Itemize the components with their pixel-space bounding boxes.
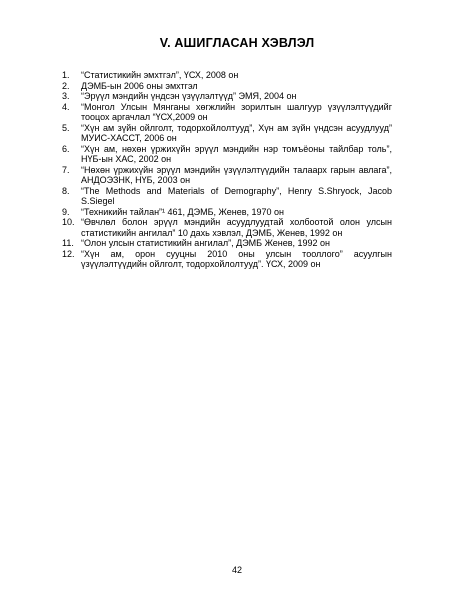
reference-item [62, 249, 392, 270]
reference-text: “Хүн ам, орон сууцны 2010 оны улсын тооллого” асуулгын үзүүлэлтүүдийн ойлголт, тодорхойлолтууд”. ҮСХ, 2009 он [81, 248, 392, 269]
reference-number: 3. [62, 91, 70, 101]
reference-item [62, 207, 392, 218]
reference-item [62, 81, 392, 92]
reference-text: “Статистикийн эмхтгэл”, ҮСХ, 2008 он [81, 70, 239, 80]
reference-text: “The Methods and Materials of Demography”, Henry S.Shryock, Jacob S.Siegel [81, 185, 392, 206]
reference-number: 9. [62, 206, 70, 217]
reference-number: 7. [62, 164, 70, 175]
reference-text: “Монгол Улсын Мянганы хөгжлийн зорилтын шалгуур үзүүлэлтүүдийг тооцох аргачлал “ҮСХ,2009 он [81, 101, 392, 122]
reference-number: 12. [62, 248, 75, 259]
page-number: 42 [231, 565, 242, 575]
reference-text: ДЭМБ-ын 2006 оны эмхтгэл [81, 80, 198, 91]
reference-number: 8. [62, 185, 70, 196]
reference-number: 2. [62, 80, 70, 91]
reference-text: “Олон улсын статистикийн ангилал”, ДЭМБ Женев, 1992 он [81, 238, 331, 248]
reference-text: “Эрүүл мэндийн үндсэн үзүүлэлтүүд” ЭМЯ, 2004 он [81, 91, 297, 101]
reference-item [62, 91, 392, 102]
reference-number: 4. [62, 101, 70, 112]
reference-item [62, 165, 392, 186]
reference-item [62, 70, 392, 81]
reference-item [62, 217, 392, 238]
reference-text: “Хүн ам зүйн ойлголт, тодорхойлолтууд”, Хүн ам зүйн үндсэн асуудлууд” МУИС-ХАССТ, 2006 он [81, 122, 392, 143]
reference-item [62, 238, 392, 249]
reference-item [62, 186, 392, 207]
reference-item [62, 123, 392, 144]
section-title: V. АШИГЛАСАН ХЭВЛЭЛ [159, 36, 315, 50]
reference-text: “Өвчлөл болон эрүүл мэндийн асуудлуудтай холбоотой олон улсын статистикийн ангилал” 10 дахь хэвлэл, ДЭМБ, Женев, 1992 он [81, 217, 392, 238]
reference-number: 1. [62, 70, 70, 80]
reference-number: 5. [62, 122, 70, 133]
reference-number: 6. [62, 143, 70, 154]
reference-text: “Техникийн тайлан”¹ 461, ДЭМБ, Женев, 1970 он [81, 206, 284, 217]
reference-list [62, 70, 392, 270]
reference-number: 10. [62, 217, 75, 227]
reference-text: “Хүн ам, нөхөн үржихүйн эрүүл мэндийн нэр томъёоны тайлбар толь”, НҮБ-ын ХАС, 2002 он [81, 143, 392, 164]
reference-item [62, 144, 392, 165]
reference-text: “Нөхөн үржихүйн эрүүл мэндийн үзүүлэлтүүдийн талаарх гарын авлага”, АНДОЭЗНК, НҮБ, 2003 он [81, 164, 392, 185]
reference-item [62, 102, 392, 123]
reference-number: 11. [62, 238, 74, 248]
